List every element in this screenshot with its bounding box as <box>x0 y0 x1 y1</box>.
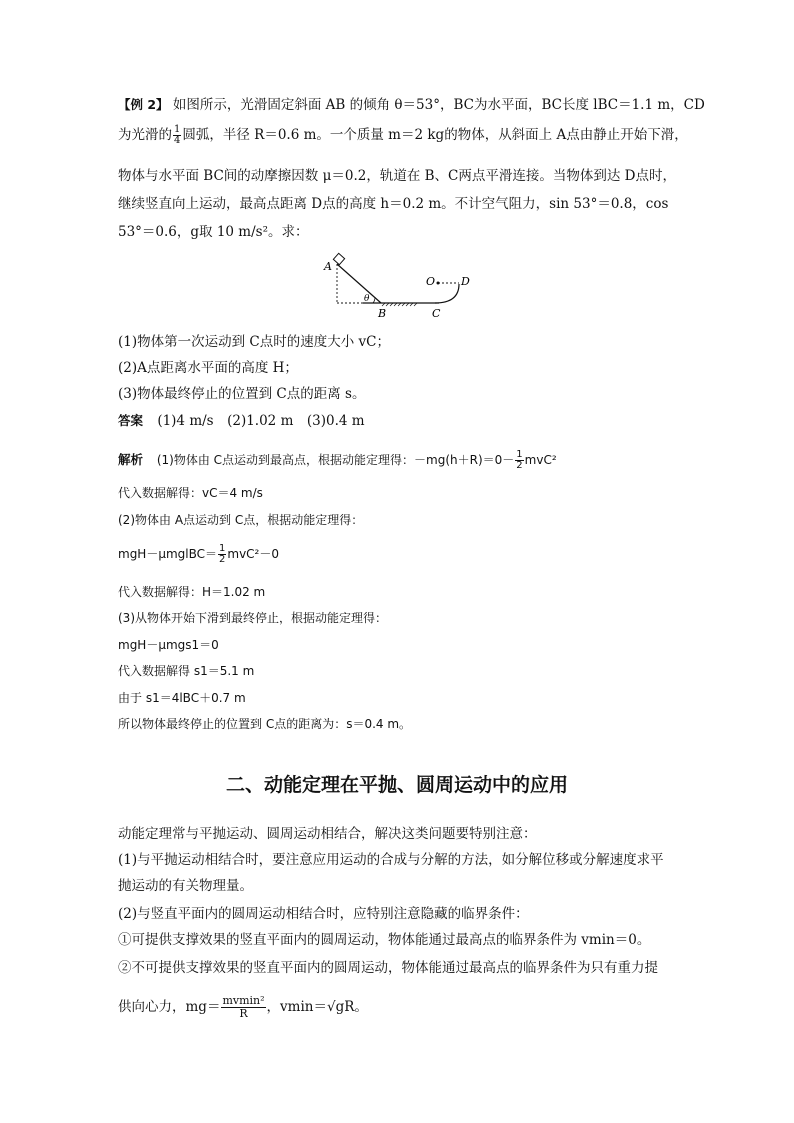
example-tag: 【例 2】 <box>118 97 169 112</box>
fraction-denominator: 4 <box>174 135 181 146</box>
fraction-numerator: 1 <box>174 124 181 135</box>
example-text-2b: 圆弧，半径 R＝0.6 m。一个质量 m＝2 kg的物体，从斜面上 A点由静止开始下滑， <box>182 127 688 143</box>
incline-diagram <box>318 250 478 322</box>
section-title: 二、动能定理在平抛、圆周运动中的应用 <box>225 774 568 796</box>
label-a: A <box>324 260 332 273</box>
question-2: (2)A点距离水平面的高度 H； <box>118 360 298 376</box>
example-text-2a: 为光滑的 <box>118 127 172 143</box>
label-theta: θ <box>364 294 370 304</box>
quarter-fraction <box>173 125 181 146</box>
fraction-numerator: mvmin² <box>222 994 265 1007</box>
question-1: (1)物体第一次运动到 C点时的速度大小 vC； <box>118 334 390 350</box>
analysis-line-9: 由于 s1＝4lBC＋0.7 m <box>118 691 246 705</box>
section-paragraph-2b: 抛运动的有关物理量。 <box>118 878 253 894</box>
analysis-line-6: (3)从物体开始下滑到最终停止，根据动能定理得： <box>118 611 387 625</box>
analysis-text-4a: mgH－μmglBC＝ <box>118 547 218 561</box>
fraction-denominator: 2 <box>516 460 523 471</box>
analysis-line-10: 所以物体最终停止的位置到 C点的距离为：s＝0.4 m。 <box>118 717 412 731</box>
analysis-line-4 <box>118 543 279 565</box>
example-line-3: 物体与水平面 BC间的动摩擦因数 μ＝0.2，轨道在 B、C两点平滑连接。当物体到达 D点时， <box>118 168 676 184</box>
answer-label: 答案 <box>118 413 144 428</box>
analysis-text-4b: mvC²－0 <box>227 547 280 561</box>
block-on-incline <box>333 253 344 264</box>
analysis-label: 解析 <box>118 452 144 467</box>
analysis-line-2: 代入数据解得：vC＝4 m/s <box>118 486 263 500</box>
half-fraction-2 <box>218 544 226 565</box>
angle-arc <box>373 297 375 303</box>
section-paragraph-5: ②不可提供支撑效果的竖直平面内的圆周运动，物体能通过最高点的临界条件为只有重力提 <box>118 960 658 976</box>
analysis-line-5: 代入数据解得：H＝1.02 m <box>118 585 266 599</box>
analysis-line-3: (2)物体由 A点运动到 C点，根据动能定理得： <box>118 513 364 527</box>
label-b: B <box>378 307 387 320</box>
example-line-4: 继续竖直向上运动，最高点距离 D点的高度 h＝0.2 m。不计空气阻力，sin 53°＝0.8，cos <box>118 196 669 212</box>
label-d: D <box>461 275 470 288</box>
fraction-denominator: 2 <box>219 554 226 565</box>
section-paragraph-1: 动能定理常与平抛运动、圆周运动相结合，解决这类问题要特别注意： <box>118 826 537 842</box>
half-fraction-1 <box>515 450 523 471</box>
label-c: C <box>432 307 441 320</box>
analysis-line-8: 代入数据解得 s1＝5.1 m <box>118 664 255 678</box>
analysis-text-1-tail: mvC² <box>524 453 557 467</box>
incline-line <box>337 264 381 303</box>
example-text-1: 如图所示，光滑固定斜面 AB 的倾角 θ＝53°，BC为水平面，BC长度 lBC＝1.1 m，CD <box>172 97 705 113</box>
section-paragraph-2a: (1)与平抛运动相结合时，要注意应用运动的合成与分解的方法，如分解位移或分解速度求平 <box>118 852 664 868</box>
fraction-numerator: 1 <box>219 543 226 554</box>
answer-line <box>118 410 365 432</box>
section-paragraph-4: ①可提供支撑效果的竖直平面内的圆周运动，物体能通过最高点的临界条件为 vmin＝0。 <box>118 932 651 948</box>
answer-text: (1)4 m/s (2)1.02 m (3)0.4 m <box>157 413 365 429</box>
fraction-numerator: 1 <box>516 449 523 460</box>
section-paragraph-6 <box>118 995 368 1020</box>
question-3: (3)物体最终停止的位置到 C点的距离 s。 <box>118 386 366 402</box>
section-text-6b: ，vmin＝√gR。 <box>266 999 368 1015</box>
section-paragraph-3: (2)与竖直平面内的圆周运动相结合时，应特别注意隐藏的临界条件： <box>118 906 529 922</box>
analysis-text-1: (1)物体由 C点运动到最高点，根据动能定理得：－mg(h＋R)＝0－ <box>156 453 515 467</box>
arc-cd <box>435 284 459 303</box>
analysis-line-7: mgH－μmgs1＝0 <box>118 638 219 652</box>
fraction-denominator: R <box>239 1007 248 1020</box>
example-line-5: 53°＝0.6，g取 10 m/s²。求： <box>118 224 309 240</box>
label-o: O <box>426 275 436 288</box>
centripetal-fraction <box>221 995 265 1020</box>
section-text-6a: 供向心力，mg＝ <box>118 999 221 1015</box>
example-line-1 <box>118 94 705 116</box>
analysis-line-1 <box>118 449 557 471</box>
example-line-2 <box>118 124 688 146</box>
